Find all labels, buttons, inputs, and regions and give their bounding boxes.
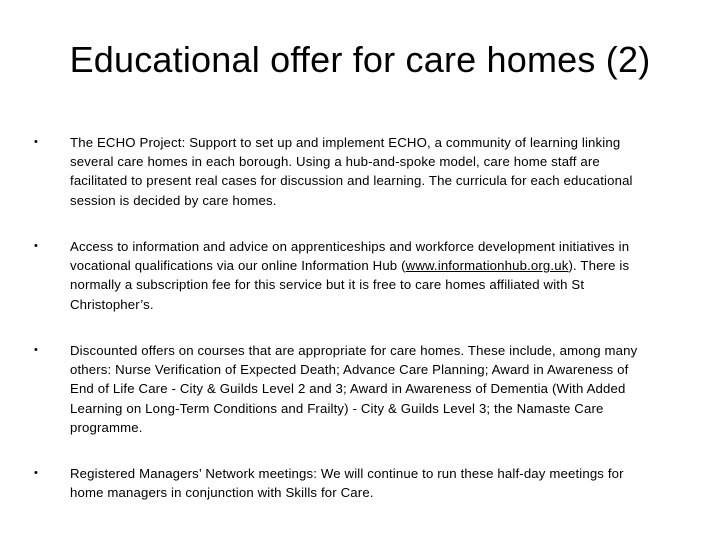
bullet-text: The ECHO Project: Support to set up and implement ECHO, a community of learning linking several care homes in each borough. Using a hub-and-spoke model, care home staff are facilitated to present real cases for discussion and learning. The curricula for each educational session is decided by care homes. (70, 135, 633, 208)
bullet-text (70, 237, 640, 314)
bullet-text: Registered Managers’ Network meetings: We will continue to run these half-day meetings for home managers in conjunction with Skills for Care. (70, 466, 624, 501)
bullet-icon: • (34, 240, 38, 252)
bullet-text: Discounted offers on courses that are appropriate for care homes. These include, among many others: Nurse Verification of Expected Death; Advance Care Planning; Award in Awareness of End of Life Care - City & Guilds Level 2 and 3; Award in Awareness of Dementia (With Added Learning on Long-Term Conditions and Frailty) - City & Guilds Level 3; the Namaste Care programme. (70, 343, 638, 435)
bullet-icon: • (34, 136, 38, 148)
bullet-icon: • (34, 467, 38, 479)
information-hub-link[interactable]: www.informationhub.org.uk (405, 258, 569, 274)
bullet-text-before-link: Access to information and advice on apprenticeships and workforce development initiatives in vocational qualifications via our online Information Hub ( (70, 239, 630, 274)
bullet-icon: • (34, 344, 38, 356)
slide-title: Educational offer for care homes (2) (69, 39, 651, 80)
bullet-text-after-link: ). There is normally a subscription fee for this service but it is free to care homes affiliated with St Christopher’s. (70, 258, 630, 312)
